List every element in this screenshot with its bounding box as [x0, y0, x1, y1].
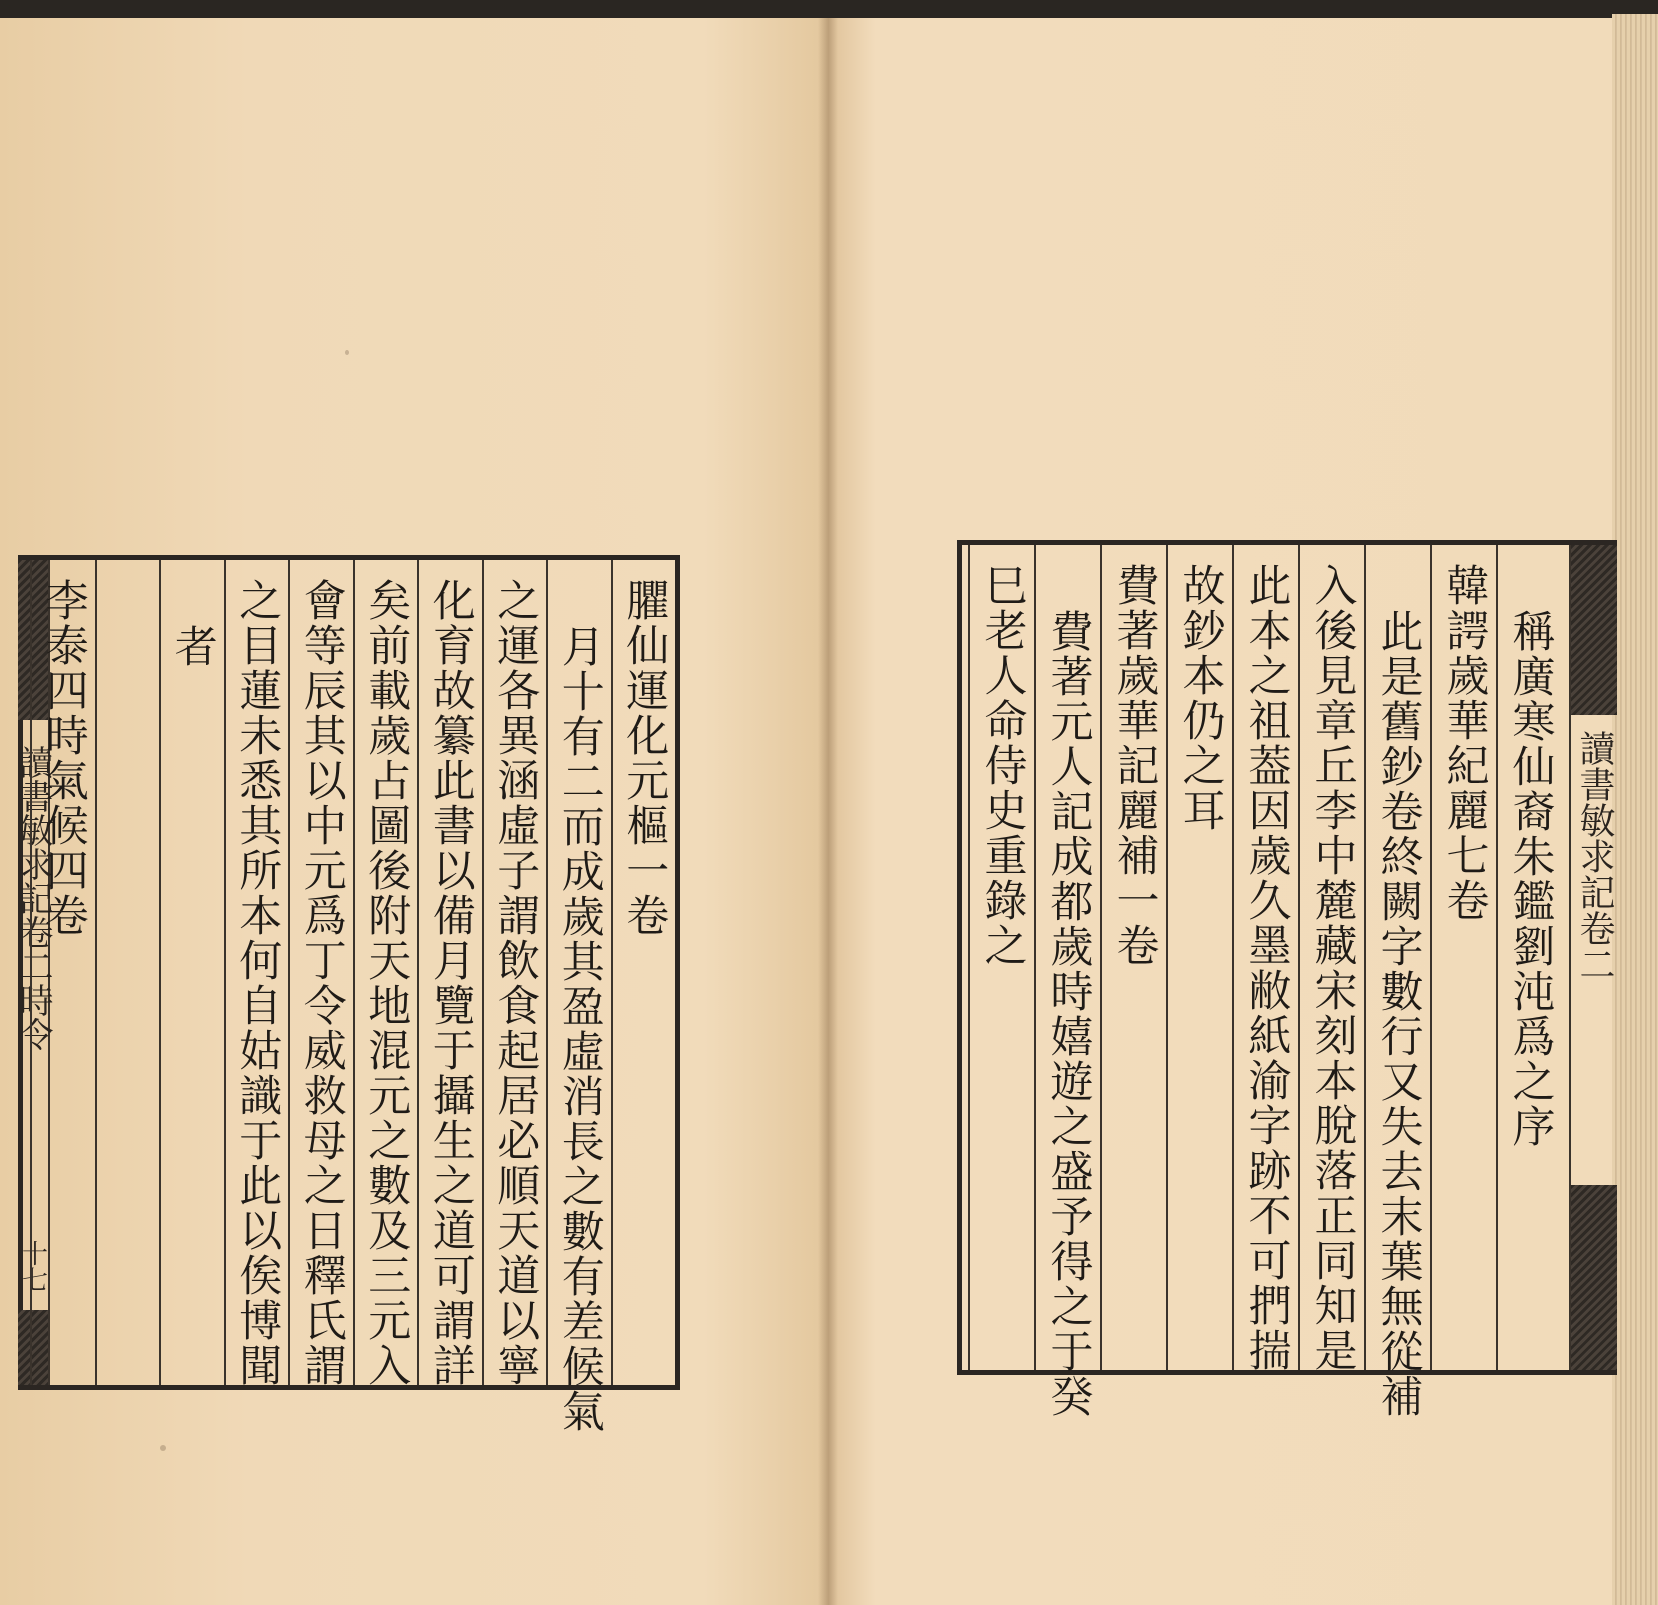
right-text-frame: [957, 540, 1617, 1419]
text-column: [1034, 545, 1100, 1419]
text-column: [353, 560, 418, 1388]
text-line: 此本之祖葢因歲久墨敝紙渝字跡不可捫揣: [1241, 563, 1292, 1373]
text-line: 之運各異涵虛子謂飲食起居必順天道以寧: [490, 578, 541, 1388]
text-column: [159, 560, 224, 1385]
text-column: [611, 560, 676, 1385]
text-column: [546, 560, 611, 1434]
left-text-frame: [13, 555, 680, 1434]
ink-spot: [160, 1445, 166, 1451]
text-line: 此是舊鈔卷終闕字數行又失去末葉無從補: [1373, 609, 1424, 1419]
text-line: 化育故纂此書以備月覽于攝生之道可謂詳: [425, 578, 476, 1388]
text-line: 會等辰其以中元爲丁令威救母之日釋氏謂: [296, 578, 347, 1388]
text-line: 臞仙運化元樞一卷: [619, 578, 670, 938]
text-column: [224, 560, 289, 1388]
page-edges: [1612, 14, 1658, 1605]
text-column: [417, 560, 482, 1388]
right-banxin: [1569, 545, 1617, 1370]
text-line: 稱廣寒仙裔朱鑑劉沌爲之序: [1505, 609, 1556, 1149]
text-line: 矣前載歲占圖後附天地混元之數及三元入: [361, 578, 412, 1388]
text-column: [1298, 545, 1364, 1373]
text-line: 月十有二而成歲其盈虛消長之數有差候氣: [554, 624, 605, 1434]
ink-spot: [345, 350, 349, 355]
text-line: 費著歲華記麗補一卷: [1109, 563, 1160, 968]
book-gutter: [818, 18, 838, 1605]
text-line: 故鈔本仍之耳: [1175, 563, 1226, 833]
text-line: 韓諤歲華紀麗七卷: [1439, 563, 1490, 923]
fishtail-top: [1571, 545, 1617, 715]
text-line: 者: [167, 624, 218, 669]
text-column: [288, 560, 353, 1388]
folio-number: 十七: [17, 1240, 48, 1292]
text-column: [968, 545, 1034, 1370]
text-line: 之目蓮未悉其所本何自姑識于此以俟博聞: [232, 578, 283, 1388]
text-line: 巳老人命侍史重錄之: [977, 563, 1028, 968]
text-column: [30, 560, 95, 1385]
text-line: 入後見章丘李中麓藏宋刻本脫落正同知是: [1307, 563, 1358, 1373]
text-line: 李泰四時氣候四卷: [38, 578, 89, 938]
banxin-title: 讀書敏求記卷二時令: [13, 745, 53, 1051]
text-column: [1496, 545, 1562, 1370]
text-column: [95, 560, 160, 1385]
text-column: [1232, 545, 1298, 1373]
text-column: [1100, 545, 1166, 1370]
banxin-title: 讀書敏求記卷二: [1574, 730, 1615, 982]
text-column: [1364, 545, 1430, 1419]
fishtail-bottom: [1571, 1185, 1617, 1370]
text-column: [1430, 545, 1496, 1370]
text-column: [1166, 545, 1232, 1370]
text-line: 費著元人記成都歲時嬉遊之盛予得之于癸: [1043, 609, 1094, 1419]
text-column: [482, 560, 547, 1388]
